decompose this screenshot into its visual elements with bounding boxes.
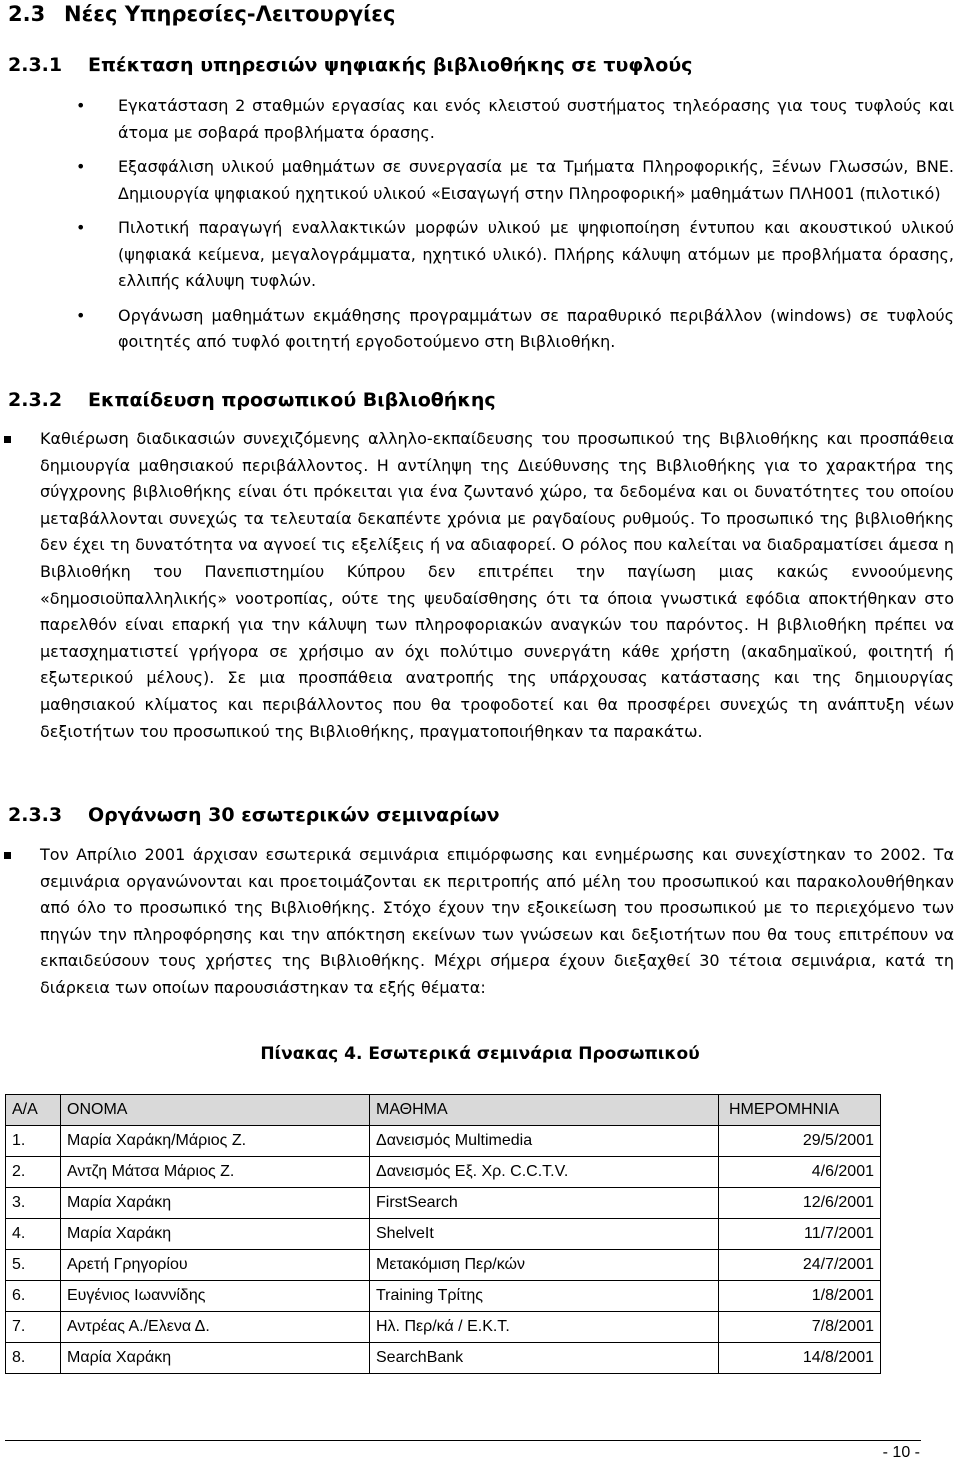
services-bullet-list [0,93,960,364]
section-number: 2.3 [8,2,46,26]
section-title: Νέες Υπηρεσίες-Λειτουργίες [64,2,396,26]
table-row [6,1219,881,1250]
table-cell: Ηλ. Περ/κά / Ε.Κ.Τ. [370,1312,719,1343]
section-heading [8,0,395,28]
column-header: Α/Α [6,1095,61,1126]
bullet-icon: • [76,157,86,176]
table-cell: Δανεισμός Multimedia [370,1126,719,1157]
training-list [0,426,960,745]
seminars-list [0,842,960,1002]
list-item [0,842,960,1002]
column-header: ΗΜΕΡΟΜΗΝΙΑ [719,1095,881,1126]
table-cell: Δανεισμός Εξ. Χρ. C.C.T.V. [370,1157,719,1188]
page-number: - 10 - [882,1444,920,1461]
table-header-row [6,1095,881,1126]
list-item [0,215,960,295]
subsection-number: 2.3.1 [8,54,63,76]
square-bullet-icon [4,852,11,859]
table-cell: Μετακόμιση Περ/κών [370,1250,719,1281]
table-cell: FirstSearch [370,1188,719,1219]
square-bullet-icon [4,436,11,443]
table-cell: 3. [6,1188,61,1219]
table-cell: Μαρία Χαράκη [61,1219,370,1250]
table-row [6,1250,881,1281]
table-cell: Μαρία Χαράκη [61,1188,370,1219]
bullet-icon: • [76,96,86,115]
table-cell: 1/8/2001 [719,1281,881,1312]
table-cell: ShelveIt [370,1219,719,1250]
table-cell: Αντρέας Α./Ελενα Δ. [61,1312,370,1343]
subsection-number: 2.3.2 [8,389,63,411]
table-cell: 8. [6,1343,61,1374]
table-cell: Ευγένιος Ιωαννίδης [61,1281,370,1312]
table-cell: 6. [6,1281,61,1312]
bullet-icon: • [76,305,86,325]
list-item-text: Εγκατάσταση 2 σταθμών εργασίας και ενός κλειστού συστήματος τηλεόρασης για τους τυφλούς και άτομα με σοβαρά προβλήματα όρασης. [118,96,954,142]
table-cell: 4. [6,1219,61,1250]
table-cell: Αρετή Γρηγορίου [61,1250,370,1281]
table-cell: Μαρία Χαράκη [61,1343,370,1374]
table-row [6,1312,881,1343]
table-row [6,1281,881,1312]
subsection-heading-2-3-2 [8,387,496,413]
column-header: ΟΝΟΜΑ [61,1095,370,1126]
subsection-title: Οργάνωση 30 εσωτερικών σεμιναρίων [88,804,500,826]
paragraph-text: Τον Απρίλιο 2001 άρχισαν εσωτερικά σεμινάρια επιμόρφωσης και ενημέρωσης και συνεχίστηκαν το 2002. Τα σεμινάρια οργανώνονται και προετοιμάζονται εκ περιτροπής από μέλη του προσωπικού και παρακολουθήθηκαν από όλο το προσωπικό της Βιβλιοθήκης. Στόχο έχουν την εξοικείωση του προσωπικού με το περιεχόμενο των πηγών την πληροφόρησης και την απόκτηση εκείνων των γνώσεων και δεξιοτήτων που θα τους επιτρέπουν να εκπαιδεύσουν τους χρήστες της Βιβλιοθήκης. Μέχρι σήμερα έχουν διεξαχθεί 30 τέτοια σεμινάρια, κατά τη διάρκεια των οποίων παρουσιάστηκαν τα εξής θέματα: [40,845,954,997]
seminars-table [5,1094,881,1374]
table-cell: 14/8/2001 [719,1343,881,1374]
list-item [0,93,960,146]
list-item [0,303,960,356]
subsection-heading-2-3-3 [8,802,500,828]
table-cell: Μαρία Χαράκη/Μάριος Ζ. [61,1126,370,1157]
subsection-title: Επέκταση υπηρεσιών ψηφιακής βιβλιοθήκης σε τυφλούς [88,54,693,76]
table-cell: 2. [6,1157,61,1188]
table-cell: 5. [6,1250,61,1281]
table-cell: Αντζη Μάτσα Μάριος Ζ. [61,1157,370,1188]
table-row [6,1157,881,1188]
list-item-text: Οργάνωση μαθημάτων εκμάθησης προγραμμάτων σε παραθυρικό περιβάλλον (windows) σε τυφλούς φοιτητές από τυφλό φοιτητή εργοδοτούμενο στη Βιβλιοθήκη. [118,305,954,351]
list-item [0,154,960,207]
table-cell: 7/8/2001 [719,1312,881,1343]
table-cell: 7. [6,1312,61,1343]
table-row [6,1343,881,1374]
table-cell: 11/7/2001 [719,1219,881,1250]
table-cell: 1. [6,1126,61,1157]
table-cell: 29/5/2001 [719,1126,881,1157]
table-row [6,1188,881,1219]
list-item [0,426,960,745]
table-cell: Training Τρίτης [370,1281,719,1312]
paragraph-text: Καθιέρωση διαδικασιών συνεχιζόμενης αλληλο-εκπαίδευσης του προσωπικού της Βιβλιοθήκης και προσπάθεια δημιουργία μαθησιακού περιβάλλοντος. Η αντίληψη της Διεύθυνσης της Βιβλιοθήκης για το χαρακτήρα της σύγχρονης βιβλιοθήκης είναι ότι πρόκειται για ένα ζωντανό χώρο, τα δεδομένα και οι δυνατότητες του οποίου μεταβάλλονται συνεχώς τα τελευταία δεκαπέντε χρόνια με ραγδαίους ρυθμούς. Το προσωπικό της βιβλιοθήκης δεν έχει τη δυνατότητα να αγνοεί τις εξελίξεις ή να αδιαφορεί. Ο ρόλος που καλείται να διαδραματίσει άμεσα η Βιβλιοθήκη του Πανεπιστημίου Κύπρου δεν επιτρέπει την παγίωση μιας κακώς εννοούμενης «δημοσιοϋπαλληλικής» νοοτροπίας, ούτε της ψευδαίσθησης ότι τα όποια γνωστικά εφόδια αποκτήθηκαν στο παρελθόν είναι επαρκή για την κάλυψη των πληροφοριακών αναγκών του παρόντος. Η βιβλιοθήκη πρέπει να μετασχηματιστεί γρήγορα σε χρήσιμο αν όχι πολύτιμο συνεργάτη κάθε χρήστη (ακαδημαϊκού, φοιτητή ή εξωτερικού μέλους). Σε μια προσπάθεια ανατροπής της υπάρχουσας κατάστασης και της δημιουργίας μαθησιακού κλίματος και περιβάλλοντος που θα τροφοδοτεί και θα προσφέρει συνεχώς τη ανάπτυξη νέων δεξιοτήτων του προσωπικού της Βιβλιοθήκης, πραγματοποιήθηκαν τα παρακάτω. [40,429,954,741]
column-header: ΜΑΘΗΜΑ [370,1095,719,1126]
list-item-text: Πιλοτική παραγωγή εναλλακτικών μορφών υλικού με ψηφιοποίηση έντυπου και ακουστικού υλικού (ψηφιακά κείμενα, μεγαλογράμματα, ηχητικό υλικό). Πλήρης κάλυψη ατόμων με προβλήματα όρασης, ελλιπής κάλυψη τυφλών. [118,218,954,290]
table-row [6,1126,881,1157]
footer-divider [5,1440,921,1441]
subsection-title: Εκπαίδευση προσωπικού Βιβλιοθήκης [88,389,496,411]
table-cell: 24/7/2001 [719,1250,881,1281]
table-caption: Πίνακας 4. Εσωτερικά σεμινάρια Προσωπικού [260,1044,700,1064]
subsection-heading-2-3-1 [8,52,692,78]
list-item-text: Εξασφάλιση υλικού μαθημάτων σε συνεργασία με τα Τμήματα Πληροφορικής, Ξένων Γλωσσών, ΒΝΕ. Δημιουργία ψηφιακού ηχητικού υλικού «Εισαγωγή στην Πληροφορική» μαθημάτων ΠΛΗ001 (πιλοτικό) [118,157,954,203]
table-cell: 4/6/2001 [719,1157,881,1188]
table-cell: 12/6/2001 [719,1188,881,1219]
bullet-icon: • [76,218,86,237]
subsection-number: 2.3.3 [8,804,63,826]
table-cell: SearchBank [370,1343,719,1374]
